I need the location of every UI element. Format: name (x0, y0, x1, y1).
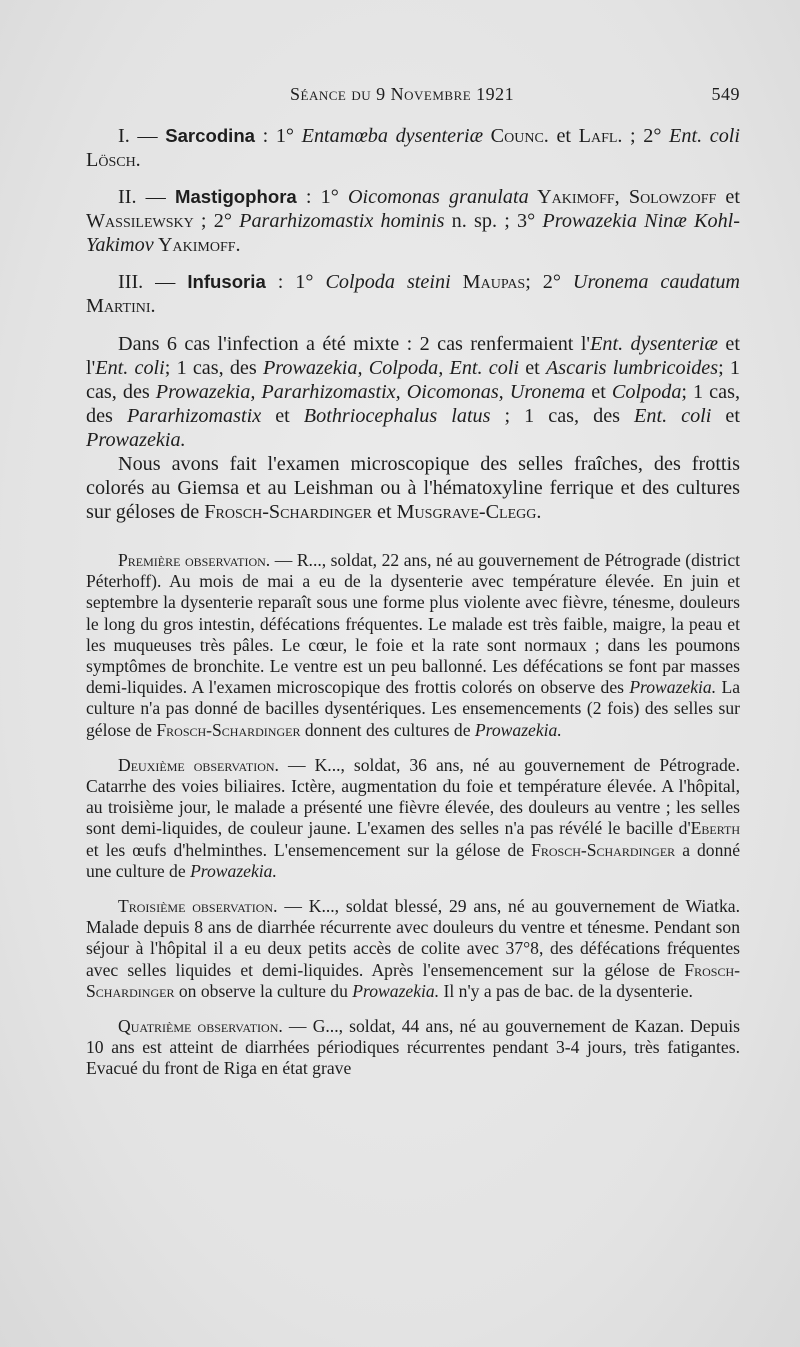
group-name: Infusoria (187, 271, 266, 292)
author-name: Yakimoff, Solowzoff (528, 186, 717, 208)
observation-3: Troisième observation. — K..., soldat blessé, 29 ans, né au gouvernement de Wiatka. Malade depuis 8 ans de diarrhée récurrente avec douleurs du ventre et ténesme. Pendant son séjour à l'hôpital il a eu deux petits accès de colite avec 37°8, des défécations fréquentes avec selles liquides et demi-liquides. Après l'ensemencement sur la gélose de Frosch-Schardinger on observe la culture du Prowazekia. Il n'y a pas de bac. de la dysenterie. (86, 896, 740, 1001)
group-name: Mastigophora (174, 186, 297, 207)
author-name: Wassilewsky (86, 210, 194, 232)
taxon-name: Pararhizomastix hominis (239, 210, 445, 232)
author-name: Lösch. (86, 149, 141, 171)
taxon-name: Oicomonas granulata (347, 186, 529, 208)
author-name: Counc. (483, 125, 549, 147)
observation-title: Quatrième observation. (118, 1016, 283, 1037)
mixed-infection-paragraph: Dans 6 cas l'infection a été mixte : 2 cas renfermaient l'Ent. dysenteriæ et l'Ent. coli; 1 cas, des Prowazekia, Colpoda, Ent. coli et Ascaris lumbricoides; 1 cas, des Prowazekia, Pararhizomastix, Oicomonas, Uronema et Colpoda; 1 cas, des Pararhizomastix et Bothriocephalus latus ; 1 cas, des Ent. coli et Prowazekia. (86, 333, 741, 451)
page-body (86, 124, 740, 1080)
author-name: Maupas (450, 271, 526, 293)
author-name: Martini. (86, 295, 156, 317)
group-name: Sarcodina (165, 125, 256, 146)
author-name: Yakimoff. (153, 234, 241, 256)
classification-sarcodina: I. — Sarcodina : 1° Entamœba dysenteriæ Counc. et Lafl. ; 2° Ent. coli Lösch. (86, 125, 741, 171)
page-number: 549 (711, 84, 740, 104)
observation-title: Deuxième observation. (118, 754, 279, 775)
classification-infusoria: III. — Infusoria : 1° Colpoda steini Maupas; 2° Uronema caudatum Martini. (86, 271, 741, 317)
methods-paragraph: Nous avons fait l'examen microscopique des selles fraîches, des frottis colorés au Giemsa et au Leishman ou à l'hématoxyline ferrique et des cultures sur géloses de Frosch-Schardinger et Musgrave-Clegg. (86, 453, 740, 523)
taxon-name: Prowazekia Ninæ Kohl-Yakimov (86, 210, 740, 256)
author-name: Lafl. (578, 125, 623, 147)
classification-mastigophora: II. — Mastigophora : 1° Oicomonas granulata Yakimoff, Solowzoff et Wassilewsky ; 2° Pararhizomastix hominis n. sp. ; 3° Prowazekia Ninæ Kohl-Yakimov Yakimoff. (86, 186, 741, 256)
header-title: Séance du 9 Novembre 1921 (290, 84, 515, 104)
taxon-name: Uronema caudatum (572, 271, 741, 293)
taxon-name: Colpoda steini (325, 271, 451, 293)
taxon-name: Ent. coli (669, 125, 741, 147)
observation-1: Première observation. — R..., soldat, 22 ans, né au gouvernement de Pétrograde (district Péterhoff). Au mois de mai a eu de la dysenterie avec température élevée. En juin et septembre la dysenterie reparaît sous une forme plus violente avec fièvre, ténesme, douleurs le long du gros intestin, défécations fréquentes. Le malade est très faible, maigre, la peau et les muqueuses très pâles. Le cœur, le foie et la rate sont normaux ; dans les poumons symptômes de bronchite. Le ventre est un peu ballonné. Les défécations se font par masses demi-liquides. A l'examen microscopique des frottis colorés on observe des Prowazekia. La culture n'a pas donné de bacilles dysentériques. Les ensemencements (2 fois) des selles sur gélose de Frosch-Schardinger donnent des cultures de Prowazekia. (86, 550, 741, 740)
observation-4: Quatrième observation. — G..., soldat, 44 ans, né au gouvernement de Kazan. Depuis 10 ans est atteint de diarrhées périodiques récurrentes pendant 3-4 jours, très fatigantes. Evacué du front de Riga en état grave (86, 1016, 740, 1079)
observation-title: Troisième observation. (118, 896, 278, 917)
taxon-name: Entamœba dysenteriæ (301, 125, 484, 147)
observation-2: Deuxième observation. — K..., soldat, 36 ans, né au gouvernement de Pétrograde. Catarrhe des voies biliaires. Ictère, augmentation du foie et température élevée. A l'hôpital, au troisième jour, le malade a présenté une fièvre élevée, des douleurs au ventre ; les selles sont demi-liquides, de couleur jaune. L'examen des selles n'a pas révélé le bacille d'Eberth et les œufs d'helminthes. L'ensemencement sur la gélose de Frosch-Schardinger a donné une culture de Prowazekia. (86, 754, 740, 881)
observation-title: Première observation. (118, 550, 271, 570)
